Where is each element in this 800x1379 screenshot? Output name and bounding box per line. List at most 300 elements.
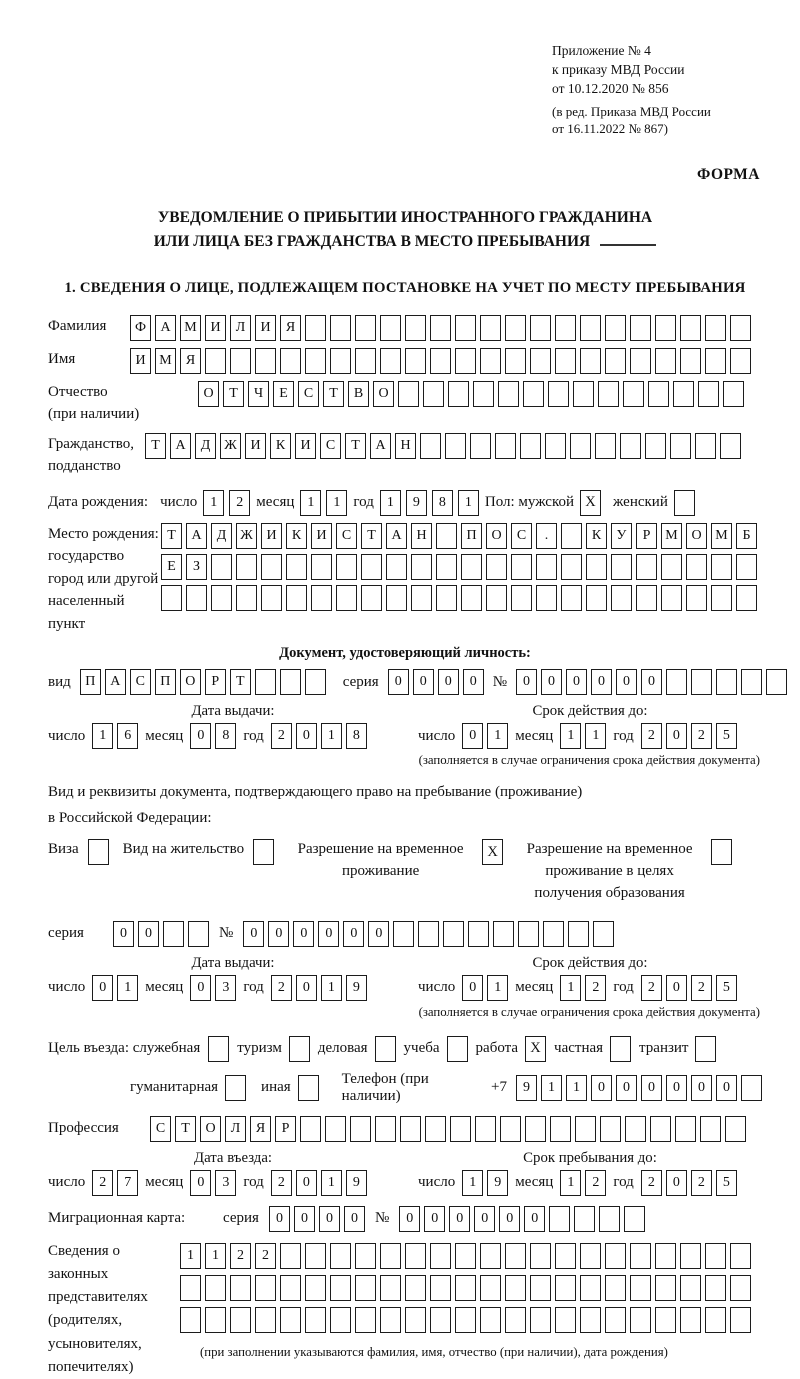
char-box[interactable]	[188, 921, 209, 947]
char-box[interactable]	[605, 348, 626, 374]
char-box[interactable]	[630, 1243, 651, 1269]
char-box[interactable]	[530, 1307, 551, 1333]
char-box[interactable]	[375, 1116, 396, 1142]
char-box[interactable]	[736, 585, 757, 611]
char-box[interactable]	[330, 1243, 351, 1269]
char-box[interactable]: 0	[516, 669, 537, 695]
char-box[interactable]	[230, 1307, 251, 1333]
char-box[interactable]: Л	[225, 1116, 246, 1142]
char-box[interactable]: 0	[343, 921, 364, 947]
char-box[interactable]	[311, 554, 332, 580]
char-box[interactable]	[536, 585, 557, 611]
char-box[interactable]	[480, 1275, 501, 1301]
char-box[interactable]: 1	[487, 975, 508, 1001]
char-box[interactable]: 2	[271, 1170, 292, 1196]
char-box[interactable]	[600, 1116, 621, 1142]
sex-female-checkbox[interactable]	[674, 490, 695, 516]
char-box[interactable]	[380, 1275, 401, 1301]
char-box[interactable]	[530, 1243, 551, 1269]
char-box[interactable]: А	[170, 433, 191, 459]
char-box[interactable]	[505, 1243, 526, 1269]
entry-year[interactable]	[271, 1170, 367, 1196]
char-box[interactable]	[555, 348, 576, 374]
char-box[interactable]	[661, 585, 682, 611]
char-box[interactable]: 2	[255, 1243, 276, 1269]
char-box[interactable]: С	[298, 381, 319, 407]
char-box[interactable]: 2	[641, 975, 662, 1001]
char-box[interactable]	[570, 433, 591, 459]
char-box[interactable]	[361, 554, 382, 580]
char-box[interactable]	[300, 1116, 321, 1142]
char-box[interactable]	[545, 433, 566, 459]
entry-month[interactable]	[190, 1170, 236, 1196]
doc-expiry-day[interactable]	[462, 723, 508, 749]
char-box[interactable]: 2	[230, 1243, 251, 1269]
char-box[interactable]	[305, 315, 326, 341]
char-box[interactable]	[598, 381, 619, 407]
entry-day[interactable]	[92, 1170, 138, 1196]
char-box[interactable]	[355, 1307, 376, 1333]
char-box[interactable]	[473, 381, 494, 407]
char-box[interactable]: 1	[205, 1243, 226, 1269]
char-box[interactable]: И	[255, 315, 276, 341]
char-box[interactable]	[675, 1116, 696, 1142]
char-box[interactable]: М	[180, 315, 201, 341]
char-box[interactable]	[455, 1275, 476, 1301]
char-box[interactable]: Т	[175, 1116, 196, 1142]
char-box[interactable]: 0	[616, 1075, 637, 1101]
char-box[interactable]	[425, 1116, 446, 1142]
char-box[interactable]	[550, 1116, 571, 1142]
char-box[interactable]	[711, 554, 732, 580]
char-box[interactable]: Т	[223, 381, 244, 407]
char-box[interactable]	[741, 1075, 762, 1101]
char-box[interactable]	[305, 1275, 326, 1301]
char-box[interactable]: О	[486, 523, 507, 549]
char-box[interactable]: О	[200, 1116, 221, 1142]
char-box[interactable]: Ж	[236, 523, 257, 549]
char-box[interactable]: Л	[230, 315, 251, 341]
char-box[interactable]: Т	[361, 523, 382, 549]
char-box[interactable]	[393, 921, 414, 947]
char-box[interactable]: 0	[318, 921, 339, 947]
char-box[interactable]	[543, 921, 564, 947]
char-box[interactable]	[698, 381, 719, 407]
char-box[interactable]: 9	[406, 490, 427, 516]
char-box[interactable]	[405, 1307, 426, 1333]
char-box[interactable]: 2	[585, 1170, 606, 1196]
char-box[interactable]	[475, 1116, 496, 1142]
char-box[interactable]	[766, 669, 787, 695]
representatives-input-3[interactable]	[180, 1307, 751, 1333]
char-box[interactable]: И	[311, 523, 332, 549]
char-box[interactable]: О	[180, 669, 201, 695]
char-box[interactable]: 0	[190, 723, 211, 749]
purpose-business-checkbox[interactable]	[375, 1036, 396, 1062]
char-box[interactable]	[161, 585, 182, 611]
char-box[interactable]: 0	[438, 669, 459, 695]
char-box[interactable]	[305, 1243, 326, 1269]
char-box[interactable]: 6	[117, 723, 138, 749]
char-box[interactable]	[580, 348, 601, 374]
char-box[interactable]: Е	[161, 554, 182, 580]
char-box[interactable]	[655, 1307, 676, 1333]
char-box[interactable]	[645, 433, 666, 459]
char-box[interactable]: 1	[203, 490, 224, 516]
char-box[interactable]: 0	[399, 1206, 420, 1232]
char-box[interactable]	[523, 381, 544, 407]
char-box[interactable]	[511, 554, 532, 580]
char-box[interactable]: 0	[296, 975, 317, 1001]
char-box[interactable]	[686, 554, 707, 580]
char-box[interactable]: В	[348, 381, 369, 407]
char-box[interactable]: И	[205, 315, 226, 341]
birth-year-input[interactable]	[380, 490, 479, 516]
char-box[interactable]	[180, 1307, 201, 1333]
char-box[interactable]: 2	[691, 975, 712, 1001]
char-box[interactable]	[549, 1206, 570, 1232]
char-box[interactable]	[580, 315, 601, 341]
char-box[interactable]	[430, 1243, 451, 1269]
char-box[interactable]	[330, 1275, 351, 1301]
char-box[interactable]	[725, 1116, 746, 1142]
char-box[interactable]: 2	[641, 1170, 662, 1196]
char-box[interactable]: 1	[321, 723, 342, 749]
char-box[interactable]: 9	[487, 1170, 508, 1196]
char-box[interactable]	[261, 585, 282, 611]
char-box[interactable]	[605, 315, 626, 341]
char-box[interactable]: Т	[323, 381, 344, 407]
char-box[interactable]	[580, 1243, 601, 1269]
char-box[interactable]: С	[336, 523, 357, 549]
char-box[interactable]: 0	[666, 1170, 687, 1196]
sex-male-checkbox[interactable]: X	[580, 490, 601, 516]
char-box[interactable]	[280, 1307, 301, 1333]
char-box[interactable]	[705, 315, 726, 341]
char-box[interactable]	[430, 1307, 451, 1333]
char-box[interactable]: Т	[230, 669, 251, 695]
char-box[interactable]	[380, 1307, 401, 1333]
residence-expiry-month[interactable]	[560, 975, 606, 1001]
char-box[interactable]: 0	[463, 669, 484, 695]
char-box[interactable]: Т	[161, 523, 182, 549]
char-box[interactable]: 0	[388, 669, 409, 695]
char-box[interactable]	[500, 1116, 521, 1142]
char-box[interactable]	[355, 315, 376, 341]
char-box[interactable]	[493, 921, 514, 947]
migration-card-series-input[interactable]	[269, 1206, 365, 1232]
char-box[interactable]	[305, 669, 326, 695]
char-box[interactable]	[673, 381, 694, 407]
stay-month[interactable]	[560, 1170, 606, 1196]
char-box[interactable]: 0	[449, 1206, 470, 1232]
visa-checkbox[interactable]	[88, 839, 109, 865]
char-box[interactable]	[623, 381, 644, 407]
char-box[interactable]: 1	[321, 1170, 342, 1196]
char-box[interactable]	[555, 315, 576, 341]
char-box[interactable]	[400, 1116, 421, 1142]
char-box[interactable]	[505, 1275, 526, 1301]
char-box[interactable]	[599, 1206, 620, 1232]
char-box[interactable]: Д	[195, 433, 216, 459]
char-box[interactable]	[580, 1275, 601, 1301]
char-box[interactable]: 0	[268, 921, 289, 947]
char-box[interactable]: 0	[269, 1206, 290, 1232]
char-box[interactable]	[430, 1275, 451, 1301]
char-box[interactable]	[680, 315, 701, 341]
char-box[interactable]	[630, 1307, 651, 1333]
char-box[interactable]	[705, 348, 726, 374]
char-box[interactable]: 3	[215, 1170, 236, 1196]
char-box[interactable]	[720, 433, 741, 459]
char-box[interactable]: У	[611, 523, 632, 549]
char-box[interactable]: 1	[300, 490, 321, 516]
char-box[interactable]: М	[155, 348, 176, 374]
char-box[interactable]	[655, 1275, 676, 1301]
char-box[interactable]	[573, 381, 594, 407]
char-box[interactable]: 1	[560, 975, 581, 1001]
char-box[interactable]: Ж	[220, 433, 241, 459]
birth-place-input-1[interactable]	[161, 523, 757, 549]
char-box[interactable]	[605, 1307, 626, 1333]
stay-year[interactable]	[641, 1170, 737, 1196]
char-box[interactable]	[511, 585, 532, 611]
char-box[interactable]	[470, 433, 491, 459]
char-box[interactable]	[311, 585, 332, 611]
temp-residence-edu-checkbox[interactable]	[711, 839, 732, 865]
char-box[interactable]	[436, 523, 457, 549]
char-box[interactable]	[330, 348, 351, 374]
char-box[interactable]: 0	[319, 1206, 340, 1232]
char-box[interactable]	[711, 585, 732, 611]
char-box[interactable]	[211, 554, 232, 580]
char-box[interactable]: И	[295, 433, 316, 459]
char-box[interactable]: 0	[666, 1075, 687, 1101]
char-box[interactable]: 0	[296, 723, 317, 749]
char-box[interactable]: 9	[346, 1170, 367, 1196]
char-box[interactable]	[255, 1275, 276, 1301]
char-box[interactable]	[595, 433, 616, 459]
char-box[interactable]	[336, 585, 357, 611]
char-box[interactable]: 2	[229, 490, 250, 516]
char-box[interactable]: 1	[541, 1075, 562, 1101]
char-box[interactable]: 9	[516, 1075, 537, 1101]
char-box[interactable]: 5	[716, 1170, 737, 1196]
char-box[interactable]	[666, 669, 687, 695]
char-box[interactable]: О	[373, 381, 394, 407]
char-box[interactable]	[418, 921, 439, 947]
char-box[interactable]: 0	[138, 921, 159, 947]
char-box[interactable]	[705, 1275, 726, 1301]
char-box[interactable]	[398, 381, 419, 407]
char-box[interactable]: Р	[636, 523, 657, 549]
char-box[interactable]: Б	[736, 523, 757, 549]
char-box[interactable]	[575, 1116, 596, 1142]
char-box[interactable]	[586, 554, 607, 580]
char-box[interactable]: 1	[487, 723, 508, 749]
char-box[interactable]	[691, 669, 712, 695]
char-box[interactable]	[380, 1243, 401, 1269]
purpose-tourism-checkbox[interactable]	[289, 1036, 310, 1062]
char-box[interactable]	[380, 348, 401, 374]
char-box[interactable]	[555, 1275, 576, 1301]
char-box[interactable]	[411, 585, 432, 611]
char-box[interactable]: 2	[271, 975, 292, 1001]
char-box[interactable]: 1	[560, 1170, 581, 1196]
char-box[interactable]	[620, 433, 641, 459]
char-box[interactable]: Е	[273, 381, 294, 407]
purpose-study-checkbox[interactable]	[447, 1036, 468, 1062]
char-box[interactable]: А	[370, 433, 391, 459]
char-box[interactable]	[405, 1243, 426, 1269]
char-box[interactable]: П	[80, 669, 101, 695]
char-box[interactable]	[670, 433, 691, 459]
char-box[interactable]	[498, 381, 519, 407]
char-box[interactable]: .	[536, 523, 557, 549]
char-box[interactable]	[380, 315, 401, 341]
char-box[interactable]	[286, 554, 307, 580]
char-box[interactable]	[730, 1307, 751, 1333]
char-box[interactable]	[486, 554, 507, 580]
char-box[interactable]: 0	[462, 723, 483, 749]
char-box[interactable]: 7	[117, 1170, 138, 1196]
char-box[interactable]	[455, 315, 476, 341]
char-box[interactable]	[648, 381, 669, 407]
char-box[interactable]	[655, 348, 676, 374]
char-box[interactable]	[568, 921, 589, 947]
char-box[interactable]: 1	[180, 1243, 201, 1269]
phone-input[interactable]	[516, 1075, 762, 1101]
char-box[interactable]: 0	[474, 1206, 495, 1232]
char-box[interactable]	[680, 348, 701, 374]
char-box[interactable]	[455, 348, 476, 374]
birth-day-input[interactable]	[203, 490, 250, 516]
char-box[interactable]: 2	[691, 723, 712, 749]
purpose-official-checkbox[interactable]	[208, 1036, 229, 1062]
char-box[interactable]	[420, 433, 441, 459]
char-box[interactable]: 0	[716, 1075, 737, 1101]
char-box[interactable]	[255, 669, 276, 695]
char-box[interactable]	[505, 348, 526, 374]
char-box[interactable]	[455, 1307, 476, 1333]
char-box[interactable]: 1	[462, 1170, 483, 1196]
char-box[interactable]: С	[150, 1116, 171, 1142]
migration-card-number-input[interactable]	[399, 1206, 645, 1232]
purpose-other-checkbox[interactable]	[298, 1075, 319, 1101]
char-box[interactable]: 2	[641, 723, 662, 749]
char-box[interactable]	[163, 921, 184, 947]
char-box[interactable]	[561, 523, 582, 549]
char-box[interactable]	[455, 1243, 476, 1269]
char-box[interactable]: 0	[524, 1206, 545, 1232]
doc-number-input[interactable]	[516, 669, 787, 695]
char-box[interactable]	[480, 1307, 501, 1333]
char-box[interactable]	[530, 315, 551, 341]
char-box[interactable]: 0	[294, 1206, 315, 1232]
char-box[interactable]: 0	[92, 975, 113, 1001]
char-box[interactable]: 2	[92, 1170, 113, 1196]
char-box[interactable]	[530, 348, 551, 374]
char-box[interactable]: 8	[346, 723, 367, 749]
char-box[interactable]	[730, 315, 751, 341]
char-box[interactable]: 1	[326, 490, 347, 516]
char-box[interactable]	[630, 348, 651, 374]
char-box[interactable]	[480, 348, 501, 374]
char-box[interactable]	[230, 1275, 251, 1301]
char-box[interactable]	[505, 315, 526, 341]
char-box[interactable]: 8	[432, 490, 453, 516]
char-box[interactable]	[205, 1275, 226, 1301]
residence-expiry-day[interactable]	[462, 975, 508, 1001]
char-box[interactable]: Т	[345, 433, 366, 459]
char-box[interactable]	[186, 585, 207, 611]
char-box[interactable]: 2	[271, 723, 292, 749]
char-box[interactable]	[361, 585, 382, 611]
char-box[interactable]: 0	[413, 669, 434, 695]
char-box[interactable]	[636, 585, 657, 611]
char-box[interactable]: К	[286, 523, 307, 549]
char-box[interactable]	[593, 921, 614, 947]
char-box[interactable]: 0	[691, 1075, 712, 1101]
char-box[interactable]: 2	[585, 975, 606, 1001]
temp-residence-checkbox[interactable]: X	[482, 839, 503, 865]
char-box[interactable]	[350, 1116, 371, 1142]
residence-permit-checkbox[interactable]	[253, 839, 274, 865]
surname-input[interactable]	[130, 315, 751, 341]
representatives-input-2[interactable]	[180, 1275, 751, 1301]
name-input[interactable]	[130, 348, 751, 374]
birth-month-input[interactable]	[300, 490, 347, 516]
char-box[interactable]	[255, 348, 276, 374]
char-box[interactable]: 0	[190, 1170, 211, 1196]
char-box[interactable]: 0	[368, 921, 389, 947]
char-box[interactable]: 0	[190, 975, 211, 1001]
char-box[interactable]	[436, 585, 457, 611]
char-box[interactable]: 0	[591, 669, 612, 695]
char-box[interactable]: Я	[250, 1116, 271, 1142]
char-box[interactable]	[386, 554, 407, 580]
residence-number-input[interactable]	[243, 921, 614, 947]
char-box[interactable]	[355, 1243, 376, 1269]
patronymic-input[interactable]	[198, 381, 744, 407]
char-box[interactable]	[230, 348, 251, 374]
char-box[interactable]: И	[261, 523, 282, 549]
char-box[interactable]	[630, 1275, 651, 1301]
char-box[interactable]	[411, 554, 432, 580]
char-box[interactable]	[305, 1307, 326, 1333]
char-box[interactable]	[605, 1243, 626, 1269]
birth-place-input-3[interactable]	[161, 585, 757, 611]
purpose-humanitarian-checkbox[interactable]	[225, 1075, 246, 1101]
doc-expiry-year[interactable]	[641, 723, 737, 749]
char-box[interactable]	[236, 585, 257, 611]
char-box[interactable]: А	[105, 669, 126, 695]
char-box[interactable]	[280, 1275, 301, 1301]
char-box[interactable]: 0	[541, 669, 562, 695]
doc-issue-year[interactable]	[271, 723, 367, 749]
residence-issue-month[interactable]	[190, 975, 236, 1001]
char-box[interactable]	[280, 1243, 301, 1269]
char-box[interactable]	[555, 1307, 576, 1333]
char-box[interactable]	[505, 1307, 526, 1333]
doc-type-input[interactable]	[80, 669, 326, 695]
char-box[interactable]	[450, 1116, 471, 1142]
char-box[interactable]: 3	[215, 975, 236, 1001]
doc-issue-month[interactable]	[190, 723, 236, 749]
char-box[interactable]: 1	[117, 975, 138, 1001]
char-box[interactable]	[580, 1307, 601, 1333]
char-box[interactable]	[405, 315, 426, 341]
